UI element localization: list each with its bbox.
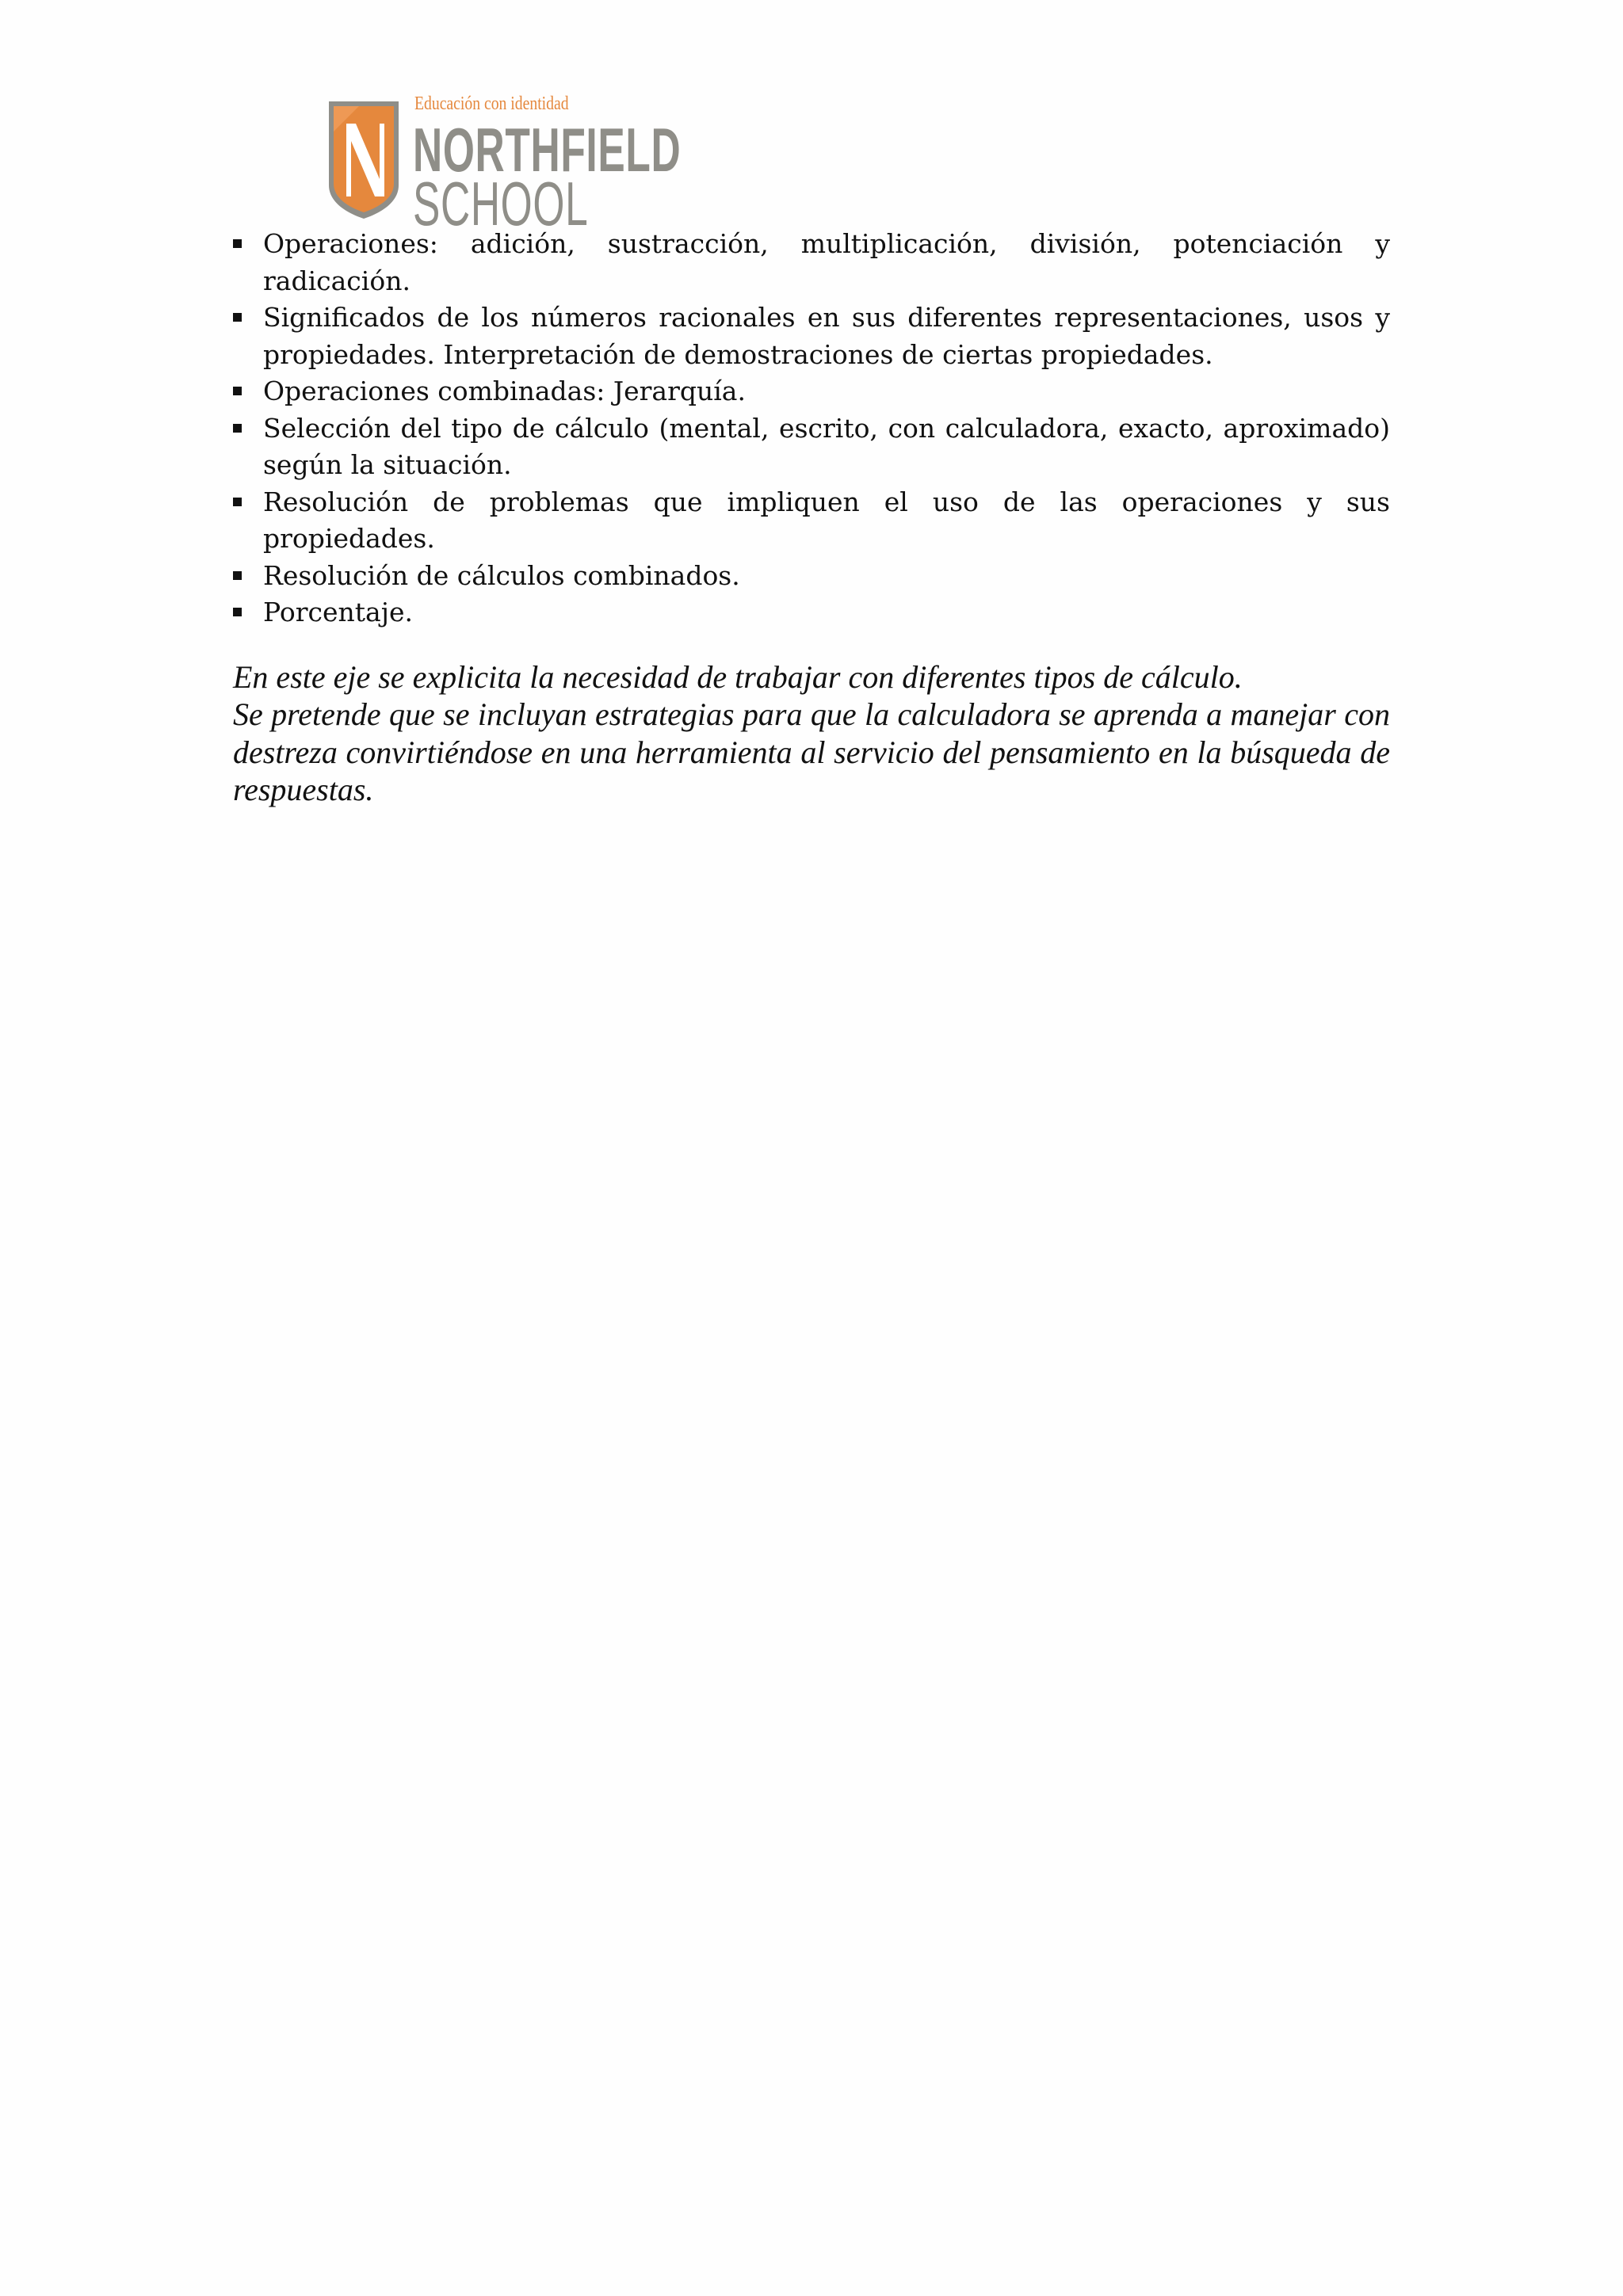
list-item — [233, 558, 1390, 595]
square-bullet-icon — [233, 424, 242, 433]
list-item — [233, 373, 1390, 410]
square-bullet-icon — [233, 608, 242, 616]
square-bullet-icon — [233, 313, 242, 322]
logo-name-school: SCHOOL — [413, 169, 589, 238]
list-item-text: Resolución de problemas que impliquen el uso de las operaciones y sus propiedades. — [263, 486, 1390, 554]
school-logo — [327, 93, 682, 238]
list-item-text: Resolución de cálculos combinados. — [263, 559, 740, 591]
square-bullet-icon — [233, 387, 242, 395]
list-item — [233, 484, 1390, 558]
list-item-text: Significados de los números racionales en sus diferentes representaciones, usos y propiedades. Interpretación de demostraciones de ciertas propiedades. — [263, 302, 1390, 370]
list-item — [233, 226, 1390, 299]
list-item-text: Operaciones: adición, sustracción, multiplicación, división, potenciación y radicación. — [263, 228, 1390, 296]
note-line-2: Se pretende que se incluyan estrategias para que la calculadora se aprenda a manejar con destreza convirtiéndose en una herramienta al servicio del pensamiento en la búsqueda de respuestas. — [233, 696, 1390, 807]
italic-note — [233, 658, 1390, 809]
logo-tagline: Educación con identidad — [414, 93, 569, 114]
list-item — [233, 594, 1390, 631]
list-item — [233, 299, 1390, 373]
square-bullet-icon — [233, 239, 242, 248]
square-bullet-icon — [233, 571, 242, 580]
list-item-text: Operaciones combinadas: Jerarquía. — [263, 376, 746, 406]
topics-list — [233, 226, 1390, 631]
list-item — [233, 410, 1390, 484]
list-item-text: Porcentaje. — [263, 597, 413, 627]
list-item-text: Selección del tipo de cálculo (mental, escrito, con calculadora, exacto, aproximado) según la situación. — [263, 412, 1390, 480]
shield-logo-icon — [327, 100, 400, 220]
logo-name-northfield: NORTHFIELD — [413, 115, 682, 185]
square-bullet-icon — [233, 498, 242, 506]
note-line-1: En este eje se explicita la necesidad de trabajar con diferentes tipos de cálculo. — [233, 658, 1243, 695]
main-content — [233, 226, 1390, 809]
